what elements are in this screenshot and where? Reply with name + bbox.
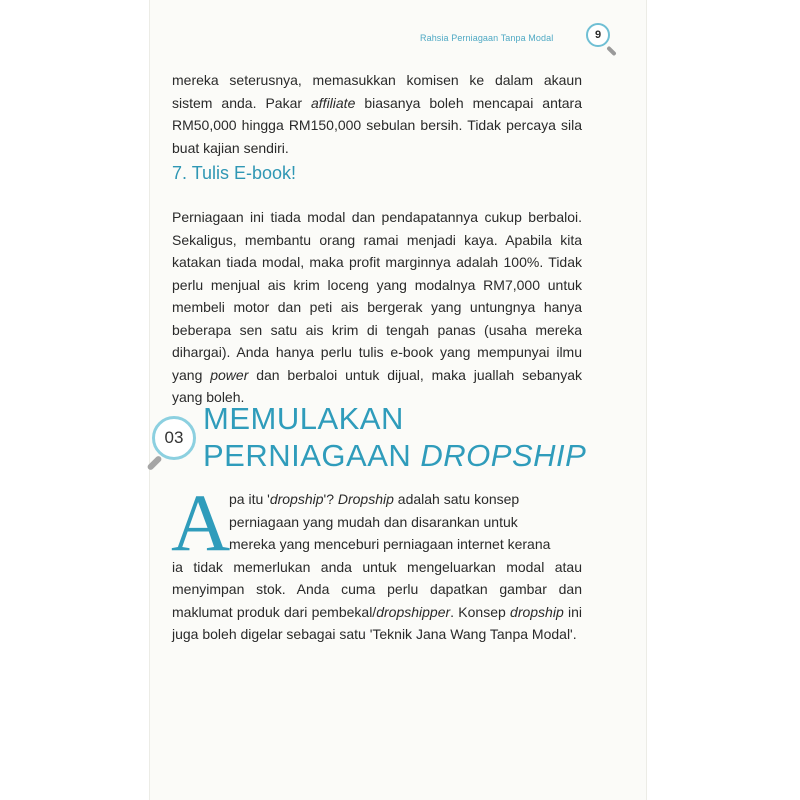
paragraph-text: dan berbaloi untuk dijual, maka juallah sebanyak yang boleh. bbox=[172, 366, 582, 405]
section-title-line2 bbox=[203, 437, 586, 474]
emphasis-text: affiliate bbox=[311, 94, 356, 111]
paragraph-ebook bbox=[172, 206, 582, 409]
emphasis-text: dropshipper bbox=[376, 603, 451, 620]
paragraph-line: mereka yang menceburi perniagaan internet kerana bbox=[229, 536, 551, 552]
section-number-badge bbox=[152, 416, 196, 460]
section-title bbox=[203, 400, 586, 474]
paragraph-text: adalah satu konsep bbox=[393, 491, 520, 507]
paragraph-text: pa itu ' bbox=[229, 491, 270, 507]
page-number-badge bbox=[586, 23, 610, 47]
paragraph-rest bbox=[172, 556, 582, 646]
paragraph-text: biasanya boleh mencapai antara RM50,000 hingga RM150,000 sebulan bersih. Tidak percaya sila buat kajian sendiri. bbox=[172, 94, 582, 156]
drop-cap: A bbox=[171, 477, 231, 568]
section-number: 03 bbox=[164, 428, 184, 447]
paragraph-text: ini juga boleh digelar sebagai satu 'Teknik Jana Wang Tanpa Modal'. bbox=[172, 603, 582, 642]
paragraph-text: mereka seterusnya, memasukkan komisen ke dalam akaun sistem anda. Pakar bbox=[172, 72, 582, 111]
subheading-ebook: 7. Tulis E-book! bbox=[172, 163, 297, 183]
emphasis-text: dropship bbox=[269, 491, 324, 507]
emphasis-text: dropship bbox=[510, 603, 564, 620]
paragraph-text: Perniagaan ini tiada modal dan pendapatannya cukup berbaloi. Sekaligus, membantu orang ramai menjadi kaya. Apabila kita katakan tiada modal, maka profit marginnya adalah 100%. Tidak perlu menjual ais krim loceng yang modalnya RM7,000 untuk membeli motor dan peti ais bergerak yang untungnya hanya beberapa sen satu ais krim di tengah panas (usaha mereka dihargai). Anda hanya perlu tulis e-book yang mempunyai ilmu yang bbox=[172, 209, 582, 383]
paragraph-line bbox=[172, 488, 582, 511]
paragraph-text: ia tidak memerlukan anda untuk mengeluarkan modal atau menyimpan stok. Anda cuma perlu dapatkan gambar dan maklumat produk dari pembekal/ bbox=[172, 558, 582, 620]
page-number: 9 bbox=[594, 29, 602, 41]
section-title-prefix: PERNIAGAAN bbox=[203, 438, 421, 473]
paragraph-dropship bbox=[171, 477, 582, 646]
emphasis-text: Dropship bbox=[337, 491, 394, 507]
paragraph-affiliate bbox=[172, 69, 582, 159]
emphasis-text: power bbox=[210, 366, 249, 383]
paragraph-text: . Konsep bbox=[450, 603, 511, 620]
section-title-emphasis: DROPSHIP bbox=[420, 438, 587, 473]
paragraph-text: '? bbox=[323, 491, 338, 507]
paragraph-line: perniagaan yang mudah dan disarankan untuk bbox=[229, 513, 518, 530]
section-title-line1: MEMULAKAN bbox=[203, 401, 404, 436]
running-header: Rahsia Perniagaan Tanpa Modal bbox=[420, 33, 554, 43]
